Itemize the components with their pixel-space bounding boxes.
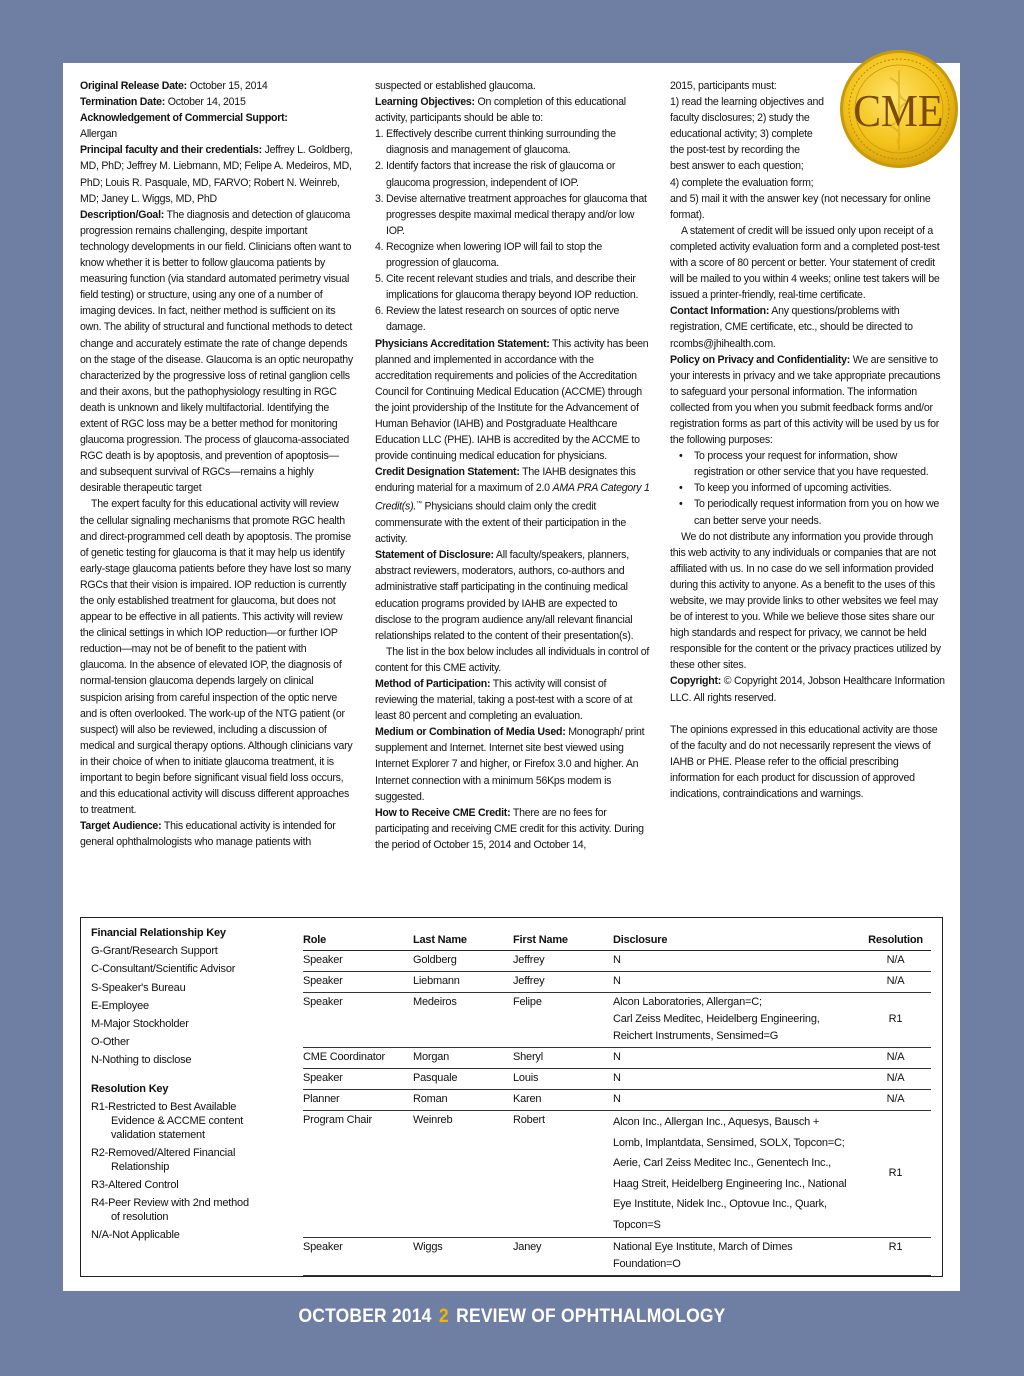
cell-last-name: Morgan xyxy=(413,1048,513,1069)
cell-first-name: Jeffrey xyxy=(513,951,613,972)
disclosure-line: National Eye Institute, March of Dimes xyxy=(613,1241,793,1253)
footer-page-number: 2 xyxy=(438,1306,449,1327)
resolution-key-item: N/A-Not Applicable xyxy=(91,1228,180,1241)
disclosure-line: Eye Institute, Nidek Inc., Optovue Inc., Quark, xyxy=(613,1198,827,1210)
objective-item: 1. Effectively describe current thinking surrounding the diagnosis and management of glaucoma. xyxy=(375,128,616,157)
disclosure-line: N xyxy=(613,1093,621,1105)
participation-step: best answer to each question; xyxy=(670,160,804,173)
disclosure-line: N xyxy=(613,1072,621,1084)
method-of-participation: Method of Participation: This activity will consist of reviewing the material, taking a post-test with a score of at least 80 percent and completing an evaluation. xyxy=(375,678,633,723)
resolution-key-item: R3-Altered Control xyxy=(91,1178,179,1191)
column-3 xyxy=(670,78,945,802)
header-disclosure: Disclosure xyxy=(613,930,860,951)
cell-first-name: Felipe xyxy=(513,993,613,1048)
statement-of-credit-paragraph: A statement of credit will be issued only upon receipt of a completed activity evaluation form and a completed post-test with a score of 80 percent or better. Your statement of credit will be mailed to you within 4 weeks; online test takers will be issued a printer-friendly, real-time certificate. xyxy=(670,224,940,302)
acknowledgement-value: Allergan xyxy=(80,128,117,141)
financial-key-title: Financial Relationship Key xyxy=(91,927,226,939)
participation-step: 1) read the learning objectives and xyxy=(670,96,824,109)
cell-disclosure xyxy=(613,1111,860,1238)
seal-text: CME xyxy=(853,86,944,137)
participation-step: and 5) mail it with the answer key (not necessary for online format). xyxy=(670,192,931,221)
header-first-name: First Name xyxy=(513,930,613,951)
bullet-item: • To periodically request information from you on how we can better serve your needs. xyxy=(679,498,939,527)
cell-disclosure xyxy=(613,1069,860,1090)
financial-key-item: C-Consultant/Scientific Advisor xyxy=(91,963,236,976)
objective-item: 2. Identify factors that increase the risk of glaucoma or glaucoma progression, independent of IOP. xyxy=(375,160,616,189)
acknowledgement-label: Acknowledgement of Commercial Support: xyxy=(80,112,288,125)
disclosure-line: Carl Zeiss Meditec, Heidelberg Engineering, xyxy=(613,1013,820,1025)
cell-role: Speaker xyxy=(303,993,413,1048)
cell-resolution: N/A xyxy=(860,1069,931,1090)
cell-last-name: Liebmann xyxy=(413,972,513,993)
disclosure-line: Haag Streit, Heidelberg Engineering Inc., National xyxy=(613,1177,847,1190)
financial-key-item: O-Other xyxy=(91,1036,130,1049)
privacy-purposes-list xyxy=(670,448,945,528)
cell-role: Speaker xyxy=(303,1238,413,1276)
financial-key-item: M-Major Stockholder xyxy=(91,1018,189,1031)
table-row xyxy=(303,951,931,972)
copyright-paragraph: Copyright: © Copyright 2014, Jobson Healthcare Information LLC. All rights reserved. xyxy=(670,675,945,704)
table-header-row xyxy=(303,930,931,951)
disclosure-line: Alcon Laboratories, Allergan=C; xyxy=(613,996,762,1008)
bullet-icon: • xyxy=(679,482,683,495)
cell-resolution: R1 xyxy=(860,1238,931,1276)
header-role: Role xyxy=(303,930,413,951)
learning-objectives-intro: Learning Objectives: On completion of this educational activity, participants should be able to: xyxy=(375,96,626,125)
bullet-item: • To process your request for information, show registration or other service that you have requested. xyxy=(679,450,929,479)
list-box-paragraph: The list in the box below includes all individuals in control of content for this CME activity. xyxy=(375,645,650,674)
financial-key-item: S-Speaker's Bureau xyxy=(91,981,186,994)
participation-step: 4) complete the evaluation form; xyxy=(670,176,814,189)
resolution-key-title: Resolution Key xyxy=(91,1082,169,1095)
cell-last-name: Roman xyxy=(413,1090,513,1111)
disclosure-line: N xyxy=(613,1051,621,1063)
financial-key-item: N-Nothing to disclose xyxy=(91,1054,192,1067)
key-legend xyxy=(91,924,291,1244)
target-audience-paragraph: Target Audience: This educational activity is intended for general ophthalmologists who manage patients with xyxy=(80,820,336,849)
column-2 xyxy=(375,78,650,853)
period-continued: 2015, participants must: xyxy=(670,80,777,92)
participation-step: faculty disclosures; 2) study the xyxy=(670,112,810,125)
cell-resolution: R1 xyxy=(860,993,931,1048)
footer-publication: REVIEW OF OPHTHALMOLOGY xyxy=(456,1306,726,1327)
table-row xyxy=(303,1048,931,1069)
cell-last-name: Medeiros xyxy=(413,993,513,1048)
cell-role: Speaker xyxy=(303,972,413,993)
faculty-paragraph: Principal faculty and their credentials: Jeffrey L. Goldberg, MD, PhD; Jeffrey M. Liebmann, MD; Felipe A. Medeiros, MD, PhD; Louis R. Pasquale, MD, FARVO; Robert N. Weinreb, MD; Janey L. Wiggs, MD, PhD xyxy=(80,144,353,205)
table-body xyxy=(303,951,931,1276)
cell-resolution: N/A xyxy=(860,972,931,993)
financial-key-item: E-Employee xyxy=(91,999,149,1012)
cell-disclosure xyxy=(613,1238,860,1276)
cell-first-name: Sheryl xyxy=(513,1048,613,1069)
header-resolution: Resolution xyxy=(860,930,931,951)
receive-cme-credit: How to Receive CME Credit: There are no fees for participating and receiving CME credit for this activity. During the period of October 15, 2014 and October 14, xyxy=(375,806,644,851)
spacer xyxy=(670,706,945,722)
learning-objectives-list xyxy=(375,126,650,335)
disclosure-line: Reichert Instruments, Sensimed=G xyxy=(613,1030,779,1042)
accreditation-statement: Physicians Accreditation Statement: This activity has been planned and implemented in accordance with the accreditation requirements and policies of the Accreditation Council for Continuing Medical Education (ACCME) through the joint providership of the Institute for the Advancement of Human Behavior (IAHB) and Postgraduate Healthcare Education LLC (PHE). IAHB is accredited by the ACCME to provide continuing medical education for physicians. xyxy=(375,337,649,463)
target-audience-continued: suspected or established glaucoma. xyxy=(375,80,536,92)
table-row xyxy=(303,1238,931,1276)
resolution-key-item: R2-Removed/Altered Financial Relationship xyxy=(91,1146,236,1173)
cell-last-name: Goldberg xyxy=(413,951,513,972)
table-row xyxy=(303,1090,931,1111)
cell-role: Planner xyxy=(303,1090,413,1111)
disclosure-line: N xyxy=(613,975,621,987)
cell-role: Speaker xyxy=(303,951,413,972)
cell-first-name: Jeffrey xyxy=(513,972,613,993)
cell-first-name: Robert xyxy=(513,1111,613,1238)
table-row xyxy=(303,993,931,1048)
cell-disclosure xyxy=(613,993,860,1048)
objective-item: 5. Cite recent relevant studies and trials, and describe their implications for glaucoma therapy beyond IOP reduction. xyxy=(375,273,639,302)
bullet-icon: • xyxy=(679,450,683,463)
disclosure-box xyxy=(80,917,943,1277)
release-date: Original Release Date: October 15, 2014 xyxy=(80,80,268,92)
column-1 xyxy=(80,78,355,851)
contact-information: Contact Information: Any questions/problems with registration, CME certificate, etc., should be directed to rcombs@jhihealth.com. xyxy=(670,305,913,350)
cell-first-name: Louis xyxy=(513,1069,613,1090)
disclosure-line: Topcon=S xyxy=(613,1218,661,1231)
header-last-name: Last Name xyxy=(413,930,513,951)
expert-faculty-paragraph: The expert faculty for this educational activity will review the cellular signaling mechanisms that promote RGC health and direct-programmed cell death by apoptosis. The promise of genetic testing for glaucoma is that it may help us identify early-stage glaucoma patients before they have lost so many RGCs that their vision is impaired. IOP reduction is currently the only established treatment for glaucoma, but does not appear to be effective in all patients. This activity will review the clinical settings in which IOP reduction—or further IOP reduction—may not be of benefit to the patient with glaucoma. In the absence of elevated IOP, the diagnosis of normal-tension glaucoma depends largely on clinical suspicion arising from careful inspection of the optic nerve and is often overlooked. The work-up of the NTG patient (or suspect) will also be reviewed, including a discussion of medical and surgical therapy options. Although clinicians vary in their choice of when to initiate glaucoma treatment, it is important to begin before significant visual field loss occurs, and this educational activity will discuss different approaches to treatment. xyxy=(80,498,353,817)
disclosure-line: N xyxy=(613,954,621,966)
objective-item: 4. Recognize when lowering IOP will fail to stop the progression of glaucoma. xyxy=(375,240,603,270)
resolution-key-item: R1-Restricted to Best Available Evidence & ACCME content validation statement xyxy=(91,1100,244,1141)
objective-item: 6. Review the latest research on sources of optic nerve damage. xyxy=(375,305,620,334)
table-row xyxy=(303,972,931,993)
participation-step: the post-test by recording the xyxy=(670,144,800,157)
financial-key-item: G-Grant/Research Support xyxy=(91,945,218,958)
cell-last-name: Weinreb xyxy=(413,1111,513,1238)
cell-last-name: Wiggs xyxy=(413,1238,513,1276)
objective-item: 3. Devise alternative treatment approaches for glaucoma that progresses despite maximal medical therapy and/or low IOP. xyxy=(375,192,647,237)
disclosure-table xyxy=(303,930,931,1276)
cell-role: Program Chair xyxy=(303,1111,413,1238)
cell-first-name: Janey xyxy=(513,1238,613,1276)
disclosure-line: Aerie, Carl Zeiss Meditec Inc., Genentech Inc., xyxy=(613,1157,832,1169)
participation-step: educational activity; 3) complete xyxy=(670,128,813,141)
cell-first-name: Karen xyxy=(513,1090,613,1111)
cell-role: Speaker xyxy=(303,1069,413,1090)
description-paragraph: Description/Goal: The diagnosis and detection of glaucoma progression remains challenging, despite important technology developments in our field. Clinicians often want to know whether it is better to follow glaucoma patients by measuring function (via standard automated perimetry visual field testing) or structure, using any one of a number of imaging devices. In fact, neither method is sufficient on its own. The ability of structural and functional methods to detect change and accurately estimate the rate of change depends on the stage of the disease. Glaucoma is an optic neuropathy characterized by the progressive loss of retinal ganglion cells and their axons, but the pathophysiology resulting in RGC death is unknown and likely multifactorial. Identifying the extent of RGC loss may be a better method for monitoring glaucoma progression. The process of glaucoma-associated RGC death is by apoptosis, and prevention of apoptosis—and subsequent survival of RGCs—remains a highly desirable therapeutic target xyxy=(80,208,353,495)
cell-role: CME Coordinator xyxy=(303,1048,413,1069)
credit-designation-statement: Credit Designation Statement: The IAHB designates this enduring material for a maximum of 2.0 AMA PRA Category 1 Credit(s).™ Physicians should claim only the credit commensurate with the extent of their participation in the activity. xyxy=(375,466,650,546)
table-row xyxy=(303,1069,931,1090)
cell-disclosure xyxy=(613,1048,860,1069)
cell-disclosure xyxy=(613,972,860,993)
bullet-icon: • xyxy=(679,498,683,511)
disclosure-line: Foundation=O xyxy=(613,1258,681,1270)
cell-disclosure xyxy=(613,1090,860,1111)
disclosure-line: Lomb, Implantdata, Sensimed, SOLX, Topcon=C; xyxy=(613,1136,845,1149)
disclosure-statement: Statement of Disclosure: All faculty/speakers, planners, abstract reviewers, moderators, authors, co-authors and administrative staff participating in the continuing medical education programs provided by IAHB are expected to disclose to the program audience any/all relevant financial relationships related to the content of their presentation(s). xyxy=(375,549,634,642)
opinions-paragraph: The opinions expressed in this educational activity are those of the faculty and do not necessarily represent the views of IAHB or PHE. Please refer to the official prescribing information for each product for discussion of approved indications, contraindications and warnings. xyxy=(670,723,938,801)
cell-disclosure xyxy=(613,951,860,972)
table-row xyxy=(303,1111,931,1238)
privacy-policy: Policy on Privacy and Confidentiality: We are sensitive to your interests in privacy and we take appropriate precautions to safeguard your personal information. The information collected from you when you submit feedback forms and/or registration forms as part of this activity will be used by us for the following purposes: xyxy=(670,353,941,447)
cell-last-name: Pasquale xyxy=(413,1069,513,1090)
footer-date: OCTOBER 2014 xyxy=(298,1306,432,1327)
cell-resolution: N/A xyxy=(860,951,931,972)
disclosure-line: Alcon Inc., Allergan Inc., Aquesys, Bausch + xyxy=(613,1116,820,1128)
cell-resolution: N/A xyxy=(860,1048,931,1069)
cell-resolution: N/A xyxy=(860,1090,931,1111)
resolution-key-item: R4-Peer Review with 2nd method of resolution xyxy=(91,1196,249,1223)
cme-seal-icon xyxy=(838,48,960,170)
cell-resolution: R1 xyxy=(860,1111,931,1238)
media-used: Medium or Combination of Media Used: Monograph/ print supplement and Internet. Internet site best viewed using Internet Explorer 7 and higher, or Firefox 3.0 and higher. An Internet connection with a minimum 56Kps modem is suggested. xyxy=(375,726,645,803)
termination-date: Termination Date: October 14, 2015 xyxy=(80,96,246,109)
distribution-paragraph: We do not distribute any information you provide through this web activity to any individuals or companies that are not affiliated with us. In no case do we sell information provided during this activity to anyone. As a benefit to the uses of this website, we may provide links to other websites we feel may be of interest to you. While we believe those sites share our high standards and respect for privacy, we cannot be held responsible for the content or the privacy practices utilized by these other sites. xyxy=(670,530,941,672)
bullet-item: • To keep you informed of upcoming activities. xyxy=(670,480,945,496)
page-footer xyxy=(41,1306,983,1338)
